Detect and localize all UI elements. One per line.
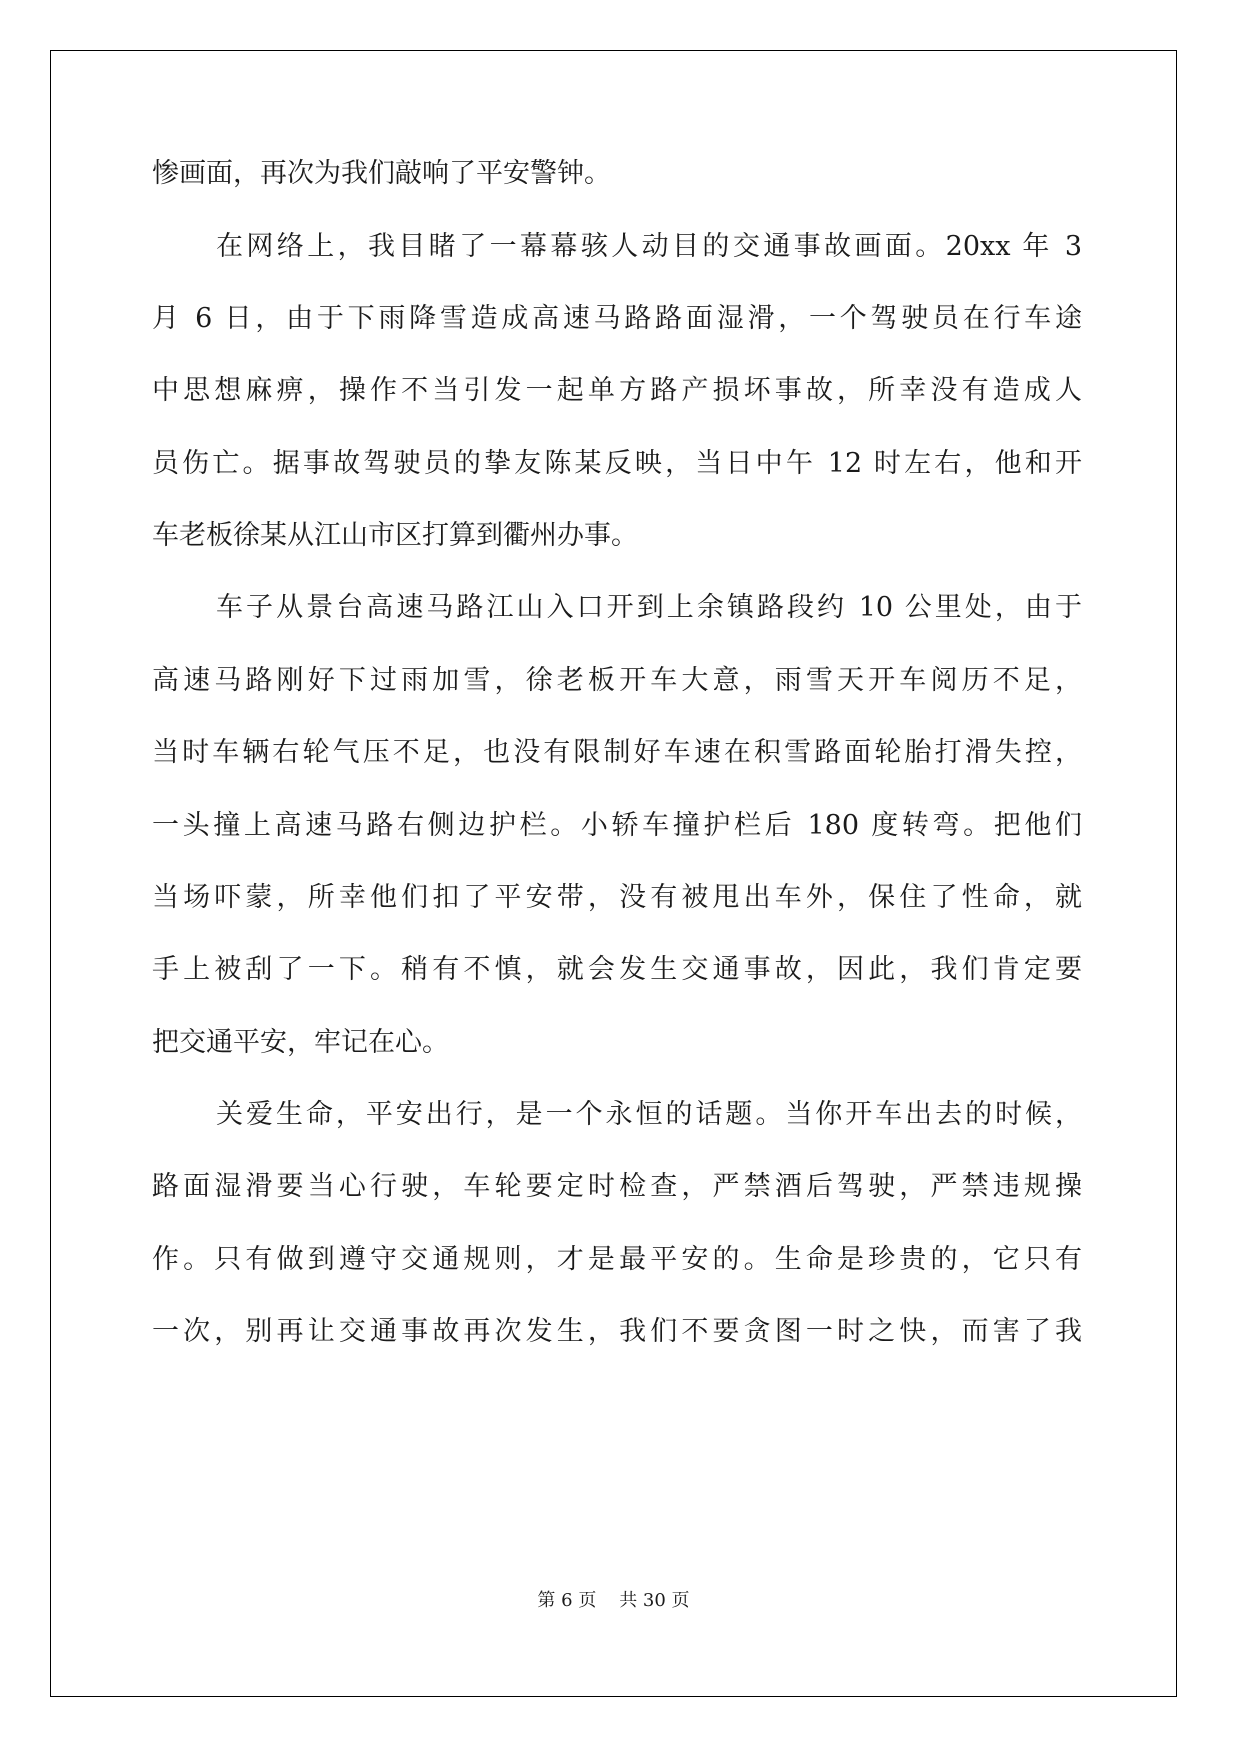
text-line: 一头撞上高速马路右侧边护栏。小轿车撞护栏后 180 度转弯。把他们 <box>152 810 1082 841</box>
text-line: 月 6 日，由于下雨降雪造成高速马路路面湿滑，一个驾驶员在行车途 <box>152 303 1082 334</box>
text-line: 一次，别再让交通事故再次发生，我们不要贪图一时之快，而害了我 <box>152 1316 1082 1347</box>
text-line: 当场吓蒙，所幸他们扣了平安带，没有被甩出车外，保住了性命，就 <box>152 882 1082 913</box>
text-line: 中思想麻痹，操作不当引发一起单方路产损坏事故，所幸没有造成人 <box>152 375 1082 406</box>
text-line: 把交通平安，牢记在心。 <box>152 1027 449 1058</box>
text-line: 高速马路刚好下过雨加雪，徐老板开车大意，雨雪天开车阅历不足， <box>152 665 1082 696</box>
text-line: 车老板徐某从江山市区打算到衢州办事。 <box>152 520 638 551</box>
paragraph-first-line: 关爱生命，平安出行，是一个永恒的话题。当你开车出去的时候， <box>216 1099 1082 1130</box>
page-border <box>50 50 1177 1697</box>
text-line: 员伤亡。据事故驾驶员的挚友陈某反映，当日中午 12 时左右，他和开 <box>152 448 1082 479</box>
page-number-footer: 第 6 页 共 30 页 <box>537 1590 690 1611</box>
text-line: 当时车辆右轮气压不足，也没有限制好车速在积雪路面轮胎打滑失控， <box>152 737 1082 768</box>
paragraph-first-line: 车子从景台高速马路江山入口开到上余镇路段约 10 公里处，由于 <box>216 592 1082 623</box>
text-line: 路面湿滑要当心行驶，车轮要定时检查，严禁酒后驾驶，严禁违规操 <box>152 1171 1082 1202</box>
text-line: 作。只有做到遵守交通规则，才是最平安的。生命是珍贵的，它只有 <box>152 1244 1082 1275</box>
paragraph-first-line: 在网络上，我目睹了一幕幕骇人动目的交通事故画面。20xx 年 3 <box>216 231 1082 262</box>
text-line: 手上被刮了一下。稍有不慎，就会发生交通事故，因此，我们肯定要 <box>152 954 1082 985</box>
text-line: 惨画面，再次为我们敲响了平安警钟。 <box>152 158 611 189</box>
